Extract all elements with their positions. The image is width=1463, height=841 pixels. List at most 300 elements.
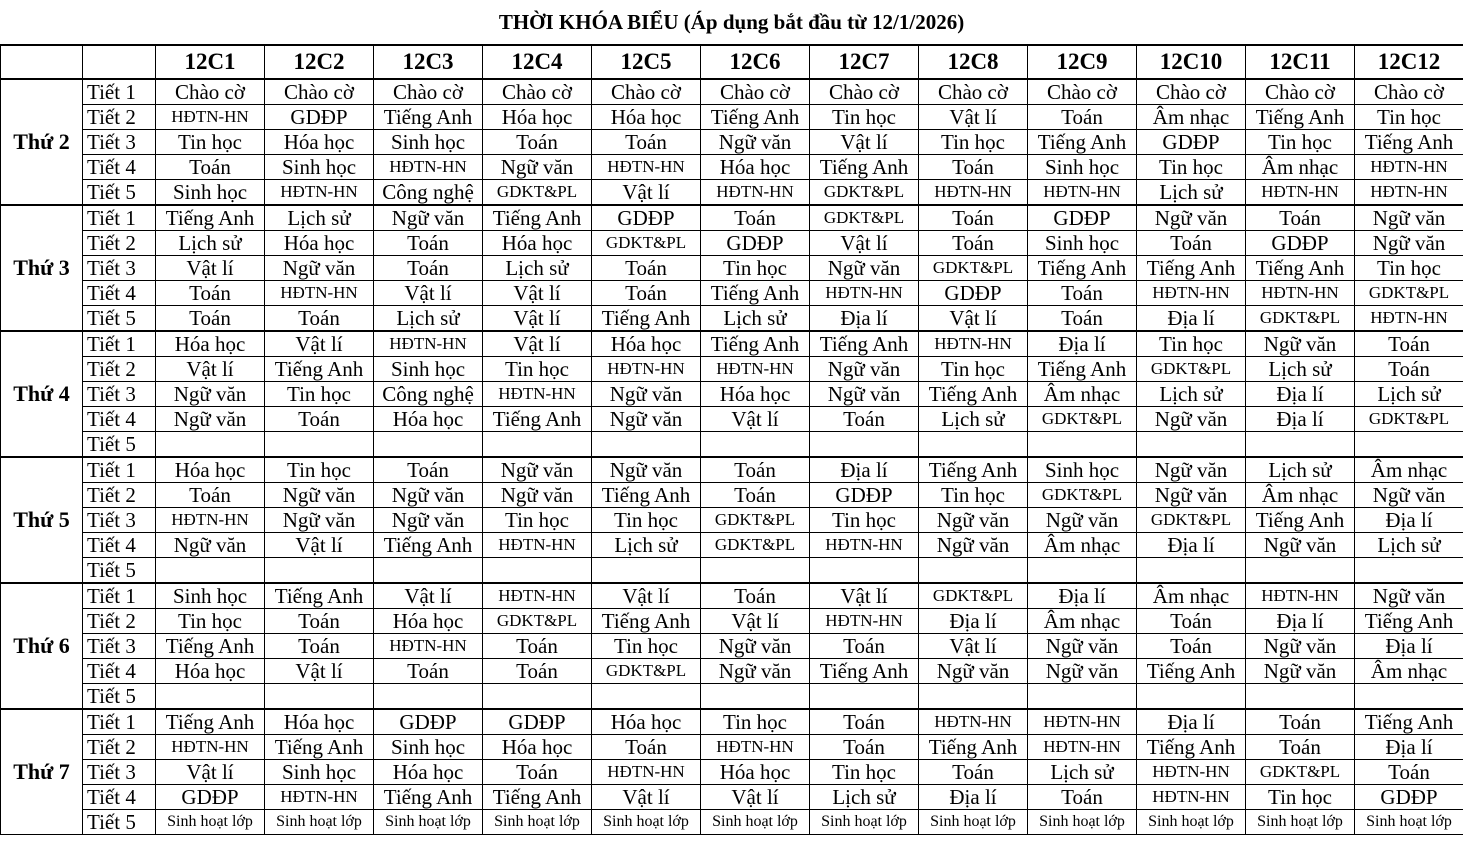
subject-cell: Lịch sử	[1355, 533, 1463, 558]
subject-cell: Công nghệ	[374, 382, 483, 407]
subject-cell	[919, 558, 1028, 584]
subject-cell: Ngữ văn	[1355, 583, 1463, 609]
subject-cell: Hóa học	[701, 382, 810, 407]
subject-cell: Tin học	[592, 634, 701, 659]
subject-cell: Tiếng Anh	[1355, 130, 1463, 155]
subject-cell: Công nghệ	[374, 180, 483, 206]
period-label: Tiết 4	[83, 533, 156, 558]
subject-cell: Chào cờ	[701, 79, 810, 105]
subject-cell: Toán	[265, 306, 374, 332]
subject-cell: Ngữ văn	[156, 533, 265, 558]
subject-cell: Toán	[483, 130, 592, 155]
subject-cell: Ngữ văn	[1246, 533, 1355, 558]
subject-cell: Sinh hoạt lớp	[1246, 810, 1355, 835]
day-label: Thứ 6	[1, 583, 83, 709]
subject-cell: Tiếng Anh	[1355, 609, 1463, 634]
subject-cell	[919, 432, 1028, 458]
subject-cell: GDKT&PL	[592, 659, 701, 684]
class-header: 12C3	[374, 46, 483, 80]
class-header: 12C11	[1246, 46, 1355, 80]
timetable-body	[1, 79, 1463, 835]
subject-cell: Tin học	[156, 130, 265, 155]
subject-cell: Địa lí	[1355, 735, 1463, 760]
subject-cell: Tiếng Anh	[701, 281, 810, 306]
subject-cell: Tin học	[483, 508, 592, 533]
subject-cell: GDĐP	[919, 281, 1028, 306]
subject-cell: Hóa học	[483, 735, 592, 760]
subject-cell: Địa lí	[1137, 306, 1246, 332]
class-header: 12C7	[810, 46, 919, 80]
subject-cell: Toán	[1355, 357, 1463, 382]
subject-cell: Toán	[701, 457, 810, 483]
subject-cell: Ngữ văn	[1246, 634, 1355, 659]
subject-cell: Địa lí	[810, 457, 919, 483]
subject-cell: Tiếng Anh	[1355, 709, 1463, 735]
period-row	[1, 483, 1463, 508]
period-label: Tiết 3	[83, 256, 156, 281]
subject-cell	[810, 684, 919, 710]
subject-cell	[265, 432, 374, 458]
subject-cell: Toán	[810, 634, 919, 659]
subject-cell: Tin học	[1137, 155, 1246, 180]
subject-cell: GDKT&PL	[810, 205, 919, 231]
subject-cell: HĐTN-HN	[701, 357, 810, 382]
subject-cell: Ngữ văn	[701, 130, 810, 155]
subject-cell: Sinh hoạt lớp	[592, 810, 701, 835]
subject-cell: Chào cờ	[1137, 79, 1246, 105]
page-title: THỜI KHÓA BIỂU (Áp dụng bắt đầu từ 12/1/2026)	[0, 0, 1463, 45]
subject-cell: Chào cờ	[265, 79, 374, 105]
subject-cell: Ngữ văn	[1355, 231, 1463, 256]
subject-cell: Hóa học	[156, 457, 265, 483]
subject-cell: Lịch sử	[1246, 457, 1355, 483]
subject-cell: Toán	[810, 709, 919, 735]
subject-cell: HĐTN-HN	[1355, 180, 1463, 206]
subject-cell: Sinh học	[265, 760, 374, 785]
subject-cell: Toán	[1028, 306, 1137, 332]
subject-cell: Tiếng Anh	[156, 709, 265, 735]
subject-cell	[483, 684, 592, 710]
subject-cell: Vật lí	[919, 306, 1028, 332]
subject-cell: Tiếng Anh	[1137, 256, 1246, 281]
subject-cell: GDKT&PL	[1028, 407, 1137, 432]
period-row	[1, 155, 1463, 180]
subject-cell	[1137, 684, 1246, 710]
subject-cell: Vật lí	[592, 785, 701, 810]
period-label: Tiết 5	[83, 558, 156, 584]
subject-cell: Ngữ văn	[919, 508, 1028, 533]
period-row	[1, 760, 1463, 785]
subject-cell: Âm nhạc	[1028, 533, 1137, 558]
subject-cell: HĐTN-HN	[592, 155, 701, 180]
period-row	[1, 105, 1463, 130]
subject-cell: HĐTN-HN	[1137, 760, 1246, 785]
period-row	[1, 432, 1463, 458]
subject-cell: Toán	[1028, 105, 1137, 130]
subject-cell: Ngữ văn	[1028, 508, 1137, 533]
period-row	[1, 180, 1463, 206]
subject-cell: HĐTN-HN	[265, 785, 374, 810]
class-header: 12C5	[592, 46, 701, 80]
subject-cell: Hóa học	[592, 709, 701, 735]
subject-cell: Ngữ văn	[1028, 659, 1137, 684]
subject-cell	[374, 432, 483, 458]
subject-cell: GDĐP	[1137, 130, 1246, 155]
subject-cell: Toán	[374, 659, 483, 684]
subject-cell: Hóa học	[483, 105, 592, 130]
period-row	[1, 357, 1463, 382]
subject-cell: HĐTN-HN	[374, 155, 483, 180]
class-header: 12C6	[701, 46, 810, 80]
subject-cell: Vật lí	[265, 659, 374, 684]
subject-cell: GDĐP	[1355, 785, 1463, 810]
subject-cell: HĐTN-HN	[374, 634, 483, 659]
subject-cell: HĐTN-HN	[1137, 281, 1246, 306]
subject-cell: GDĐP	[592, 205, 701, 231]
subject-cell: Địa lí	[1355, 508, 1463, 533]
subject-cell: GDKT&PL	[1137, 508, 1246, 533]
subject-cell: Tiếng Anh	[483, 205, 592, 231]
subject-cell: Vật lí	[810, 130, 919, 155]
subject-cell: Toán	[701, 583, 810, 609]
subject-cell: GDKT&PL	[592, 231, 701, 256]
subject-cell: Lịch sử	[374, 306, 483, 332]
subject-cell: HĐTN-HN	[483, 382, 592, 407]
subject-cell: Toán	[483, 659, 592, 684]
subject-cell	[156, 432, 265, 458]
period-row	[1, 256, 1463, 281]
subject-cell: Địa lí	[1137, 533, 1246, 558]
subject-cell: Ngữ văn	[156, 382, 265, 407]
period-label: Tiết 4	[83, 785, 156, 810]
corner-cell	[1, 46, 83, 80]
subject-cell: Chào cờ	[483, 79, 592, 105]
subject-cell: Toán	[1137, 634, 1246, 659]
subject-cell: HĐTN-HN	[1137, 785, 1246, 810]
subject-cell: Âm nhạc	[1246, 155, 1355, 180]
subject-cell: Toán	[483, 760, 592, 785]
subject-cell: Toán	[919, 205, 1028, 231]
subject-cell: Tiếng Anh	[810, 331, 919, 357]
subject-cell: Tiếng Anh	[374, 785, 483, 810]
period-row	[1, 684, 1463, 710]
subject-cell: Ngữ văn	[483, 483, 592, 508]
subject-cell: HĐTN-HN	[592, 357, 701, 382]
subject-cell: Hóa học	[265, 231, 374, 256]
period-row	[1, 231, 1463, 256]
subject-cell: Vật lí	[701, 407, 810, 432]
subject-cell: Toán	[592, 281, 701, 306]
period-label: Tiết 2	[83, 609, 156, 634]
period-label: Tiết 3	[83, 130, 156, 155]
period-row	[1, 558, 1463, 584]
subject-cell: GDKT&PL	[701, 508, 810, 533]
subject-cell: Ngữ văn	[1137, 457, 1246, 483]
day-label: Thứ 4	[1, 331, 83, 457]
subject-cell: Hóa học	[592, 105, 701, 130]
subject-cell	[810, 558, 919, 584]
subject-cell: HĐTN-HN	[919, 331, 1028, 357]
subject-cell: Hóa học	[483, 231, 592, 256]
period-row	[1, 407, 1463, 432]
subject-cell: Tiếng Anh	[592, 306, 701, 332]
subject-cell: HĐTN-HN	[1028, 180, 1137, 206]
subject-cell: Ngữ văn	[592, 457, 701, 483]
subject-cell: HĐTN-HN	[810, 609, 919, 634]
subject-cell: Lịch sử	[701, 306, 810, 332]
subject-cell: Tin học	[265, 382, 374, 407]
subject-cell: Tin học	[156, 609, 265, 634]
day-label: Thứ 5	[1, 457, 83, 583]
subject-cell	[1246, 684, 1355, 710]
period-label: Tiết 1	[83, 205, 156, 231]
subject-cell	[592, 558, 701, 584]
subject-cell: Lịch sử	[1355, 382, 1463, 407]
subject-cell: Tin học	[919, 357, 1028, 382]
subject-cell: Tiếng Anh	[919, 382, 1028, 407]
subject-cell: Ngữ văn	[701, 659, 810, 684]
subject-cell: Ngữ văn	[1246, 659, 1355, 684]
subject-cell: Ngữ văn	[483, 155, 592, 180]
subject-cell: Hóa học	[701, 155, 810, 180]
subject-cell: Tiếng Anh	[483, 785, 592, 810]
subject-cell: Toán	[1355, 760, 1463, 785]
period-row	[1, 508, 1463, 533]
subject-cell: Tiếng Anh	[810, 659, 919, 684]
subject-cell: GDĐP	[483, 709, 592, 735]
subject-cell: Tiếng Anh	[374, 105, 483, 130]
subject-cell: Tiếng Anh	[1246, 508, 1355, 533]
subject-cell: Toán	[1028, 785, 1137, 810]
subject-cell: HĐTN-HN	[483, 583, 592, 609]
subject-cell: HĐTN-HN	[374, 331, 483, 357]
subject-cell: GDĐP	[810, 483, 919, 508]
subject-cell: HĐTN-HN	[1246, 583, 1355, 609]
period-label: Tiết 2	[83, 735, 156, 760]
subject-cell: Toán	[156, 306, 265, 332]
subject-cell: Chào cờ	[1028, 79, 1137, 105]
subject-cell: Chào cờ	[810, 79, 919, 105]
subject-cell	[1246, 432, 1355, 458]
period-row	[1, 785, 1463, 810]
subject-cell: Chào cờ	[1355, 79, 1463, 105]
subject-cell: Tiếng Anh	[810, 155, 919, 180]
subject-cell: Ngữ văn	[1137, 407, 1246, 432]
class-header: 12C9	[1028, 46, 1137, 80]
subject-cell: Chào cờ	[374, 79, 483, 105]
subject-cell: Vật lí	[701, 609, 810, 634]
subject-cell: Vật lí	[265, 331, 374, 357]
subject-cell: GDKT&PL	[810, 180, 919, 206]
subject-cell	[1355, 684, 1463, 710]
subject-cell	[810, 432, 919, 458]
subject-cell: Lịch sử	[1028, 760, 1137, 785]
period-row	[1, 281, 1463, 306]
subject-cell: Vật lí	[156, 357, 265, 382]
period-label: Tiết 4	[83, 281, 156, 306]
subject-cell: Toán	[1246, 735, 1355, 760]
subject-cell: GDKT&PL	[1246, 760, 1355, 785]
subject-cell	[701, 432, 810, 458]
subject-cell: Lịch sử	[810, 785, 919, 810]
subject-cell: GDKT&PL	[1246, 306, 1355, 332]
subject-cell: Chào cờ	[919, 79, 1028, 105]
subject-cell	[701, 558, 810, 584]
subject-cell: Tin học	[592, 508, 701, 533]
class-header: 12C4	[483, 46, 592, 80]
subject-cell: Sinh hoạt lớp	[919, 810, 1028, 835]
subject-cell: Lịch sử	[1137, 382, 1246, 407]
subject-cell: Vật lí	[265, 533, 374, 558]
subject-cell: Sinh hoạt lớp	[701, 810, 810, 835]
subject-cell	[1137, 558, 1246, 584]
subject-cell: GDKT&PL	[1028, 483, 1137, 508]
subject-cell: Sinh hoạt lớp	[1137, 810, 1246, 835]
period-row	[1, 382, 1463, 407]
subject-cell: Toán	[1246, 709, 1355, 735]
subject-cell: Vật lí	[701, 785, 810, 810]
subject-cell: Tin học	[810, 760, 919, 785]
subject-cell: GDĐP	[265, 105, 374, 130]
subject-cell: Ngữ văn	[810, 256, 919, 281]
subject-cell: Ngữ văn	[156, 407, 265, 432]
period-label: Tiết 5	[83, 432, 156, 458]
subject-cell	[483, 432, 592, 458]
subject-cell: Toán	[1137, 609, 1246, 634]
subject-cell	[374, 684, 483, 710]
period-label: Tiết 3	[83, 634, 156, 659]
subject-cell: Ngữ văn	[374, 205, 483, 231]
subject-cell	[1028, 684, 1137, 710]
subject-cell: GDĐP	[1028, 205, 1137, 231]
period-label: Tiết 5	[83, 684, 156, 710]
subject-cell: Lịch sử	[919, 407, 1028, 432]
subject-cell	[592, 432, 701, 458]
subject-cell: Sinh học	[374, 735, 483, 760]
subject-cell: Lịch sử	[1137, 180, 1246, 206]
subject-cell: Ngữ văn	[1355, 205, 1463, 231]
subject-cell: Ngữ văn	[265, 256, 374, 281]
subject-cell: Toán	[810, 407, 919, 432]
subject-cell: Tiếng Anh	[1137, 735, 1246, 760]
subject-cell: GDĐP	[1246, 231, 1355, 256]
corner-cell	[83, 46, 156, 80]
period-row	[1, 79, 1463, 105]
subject-cell: Ngữ văn	[701, 634, 810, 659]
subject-cell: Hóa học	[701, 760, 810, 785]
subject-cell: Âm nhạc	[1137, 105, 1246, 130]
period-row	[1, 634, 1463, 659]
period-label: Tiết 4	[83, 155, 156, 180]
subject-cell: GDKT&PL	[1137, 357, 1246, 382]
subject-cell: Hóa học	[265, 709, 374, 735]
subject-cell: Toán	[1246, 205, 1355, 231]
subject-cell: HĐTN-HN	[265, 180, 374, 206]
subject-cell: Hóa học	[374, 760, 483, 785]
subject-cell: Tiếng Anh	[919, 735, 1028, 760]
subject-cell: Toán	[919, 231, 1028, 256]
subject-cell: Sinh hoạt lớp	[265, 810, 374, 835]
subject-cell: Toán	[374, 457, 483, 483]
subject-cell: Tin học	[919, 483, 1028, 508]
subject-cell: GDKT&PL	[483, 609, 592, 634]
subject-cell: Sinh học	[1028, 231, 1137, 256]
subject-cell: HĐTN-HN	[156, 735, 265, 760]
period-label: Tiết 4	[83, 659, 156, 684]
subject-cell: Lịch sử	[592, 533, 701, 558]
subject-cell: Sinh học	[156, 583, 265, 609]
subject-cell: Sinh hoạt lớp	[1355, 810, 1463, 835]
subject-cell: Tin học	[483, 357, 592, 382]
period-label: Tiết 2	[83, 483, 156, 508]
period-label: Tiết 2	[83, 105, 156, 130]
subject-cell: Toán	[265, 407, 374, 432]
subject-cell: Ngữ văn	[919, 659, 1028, 684]
subject-cell: Tin học	[810, 105, 919, 130]
subject-cell: HĐTN-HN	[810, 281, 919, 306]
subject-cell: HĐTN-HN	[483, 533, 592, 558]
subject-cell: Sinh hoạt lớp	[483, 810, 592, 835]
subject-cell: Âm nhạc	[1355, 457, 1463, 483]
subject-cell: Ngữ văn	[374, 483, 483, 508]
period-label: Tiết 5	[83, 810, 156, 835]
subject-cell	[1137, 432, 1246, 458]
subject-cell: GDĐP	[374, 709, 483, 735]
subject-cell: HĐTN-HN	[701, 735, 810, 760]
subject-cell: Tiếng Anh	[265, 357, 374, 382]
subject-cell	[701, 684, 810, 710]
subject-cell: Toán	[919, 155, 1028, 180]
class-header: 12C10	[1137, 46, 1246, 80]
period-row	[1, 130, 1463, 155]
subject-cell: Tiếng Anh	[592, 483, 701, 508]
period-row	[1, 533, 1463, 558]
subject-cell: Chào cờ	[592, 79, 701, 105]
subject-cell: Toán	[156, 483, 265, 508]
subject-cell: Ngữ văn	[919, 533, 1028, 558]
period-label: Tiết 5	[83, 306, 156, 332]
subject-cell: Toán	[156, 281, 265, 306]
subject-cell	[1028, 558, 1137, 584]
subject-cell: Toán	[483, 634, 592, 659]
subject-cell: HĐTN-HN	[1246, 281, 1355, 306]
subject-cell: HĐTN-HN	[156, 508, 265, 533]
subject-cell: Vật lí	[592, 583, 701, 609]
subject-cell: Toán	[156, 155, 265, 180]
subject-cell: Ngữ văn	[810, 357, 919, 382]
subject-cell: Tin học	[919, 130, 1028, 155]
subject-cell: Tiếng Anh	[1028, 357, 1137, 382]
subject-cell: Ngữ văn	[1355, 483, 1463, 508]
period-row	[1, 583, 1463, 609]
subject-cell: GDKT&PL	[701, 533, 810, 558]
subject-cell: Toán	[265, 609, 374, 634]
period-label: Tiết 2	[83, 357, 156, 382]
subject-cell: Tiếng Anh	[265, 583, 374, 609]
subject-cell: Hóa học	[156, 331, 265, 357]
subject-cell: Toán	[701, 205, 810, 231]
period-label: Tiết 1	[83, 583, 156, 609]
subject-cell: Vật lí	[156, 256, 265, 281]
subject-cell: Ngữ văn	[1028, 634, 1137, 659]
period-row	[1, 735, 1463, 760]
subject-cell: Ngữ văn	[265, 483, 374, 508]
subject-cell: Tiếng Anh	[592, 609, 701, 634]
timetable	[0, 45, 1463, 835]
subject-cell: Ngữ văn	[265, 508, 374, 533]
subject-cell: Toán	[1355, 331, 1463, 357]
period-label: Tiết 1	[83, 331, 156, 357]
